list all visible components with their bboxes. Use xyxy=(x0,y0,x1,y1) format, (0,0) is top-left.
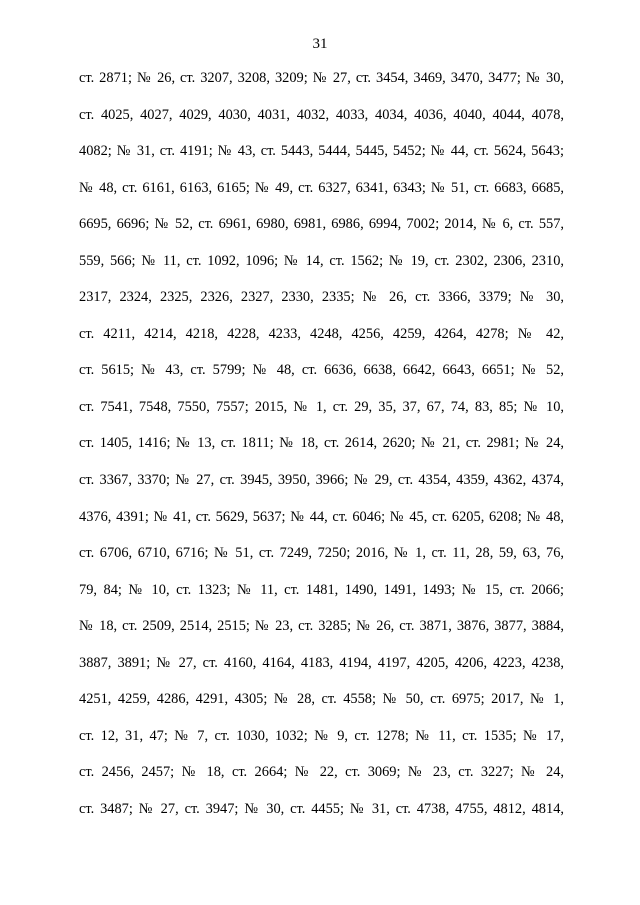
text-line: ст. 1405, 1416; № 13, ст. 1811; № 18, ст. 2614, 2620; № 21, ст. 2981; № 24, xyxy=(79,435,564,452)
text-line: 4251, 4259, 4286, 4291, 4305; № 28, ст. 4558; № 50, ст. 6975; 2017, № 1, xyxy=(79,691,564,708)
text-line: 79, 84; № 10, ст. 1323; № 11, ст. 1481, 1490, 1491, 1493; № 15, ст. 2066; xyxy=(79,581,564,598)
text-line: 559, 566; № 11, ст. 1092, 1096; № 14, ст. 1562; № 19, ст. 2302, 2306, 2310, xyxy=(79,252,564,269)
text-line: 3887, 3891; № 27, ст. 4160, 4164, 4183, 4194, 4197, 4205, 4206, 4223, 4238, xyxy=(79,654,564,671)
text-line: ст. 2871; № 26, ст. 3207, 3208, 3209; № 27, ст. 3454, 3469, 3470, 3477; № 30, xyxy=(79,70,564,86)
text-line: ст. 7541, 7548, 7550, 7557; 2015, № 1, ст. 29, 35, 37, 67, 74, 83, 85; № 10, xyxy=(79,398,564,415)
text-line: 4082; № 31, ст. 4191; № 43, ст. 5443, 5444, 5445, 5452; № 44, ст. 5624, 5643; xyxy=(79,143,564,160)
text-line: ст. 6706, 6710, 6716; № 51, ст. 7249, 7250; 2016, № 1, ст. 11, 28, 59, 63, 76, xyxy=(79,545,564,562)
text-line: ст. 3367, 3370; № 27, ст. 3945, 3950, 3966; № 29, ст. 4354, 4359, 4362, 4374, xyxy=(79,472,564,489)
text-line: 6695, 6696; № 52, ст. 6961, 6980, 6981, 6986, 6994, 7002; 2014, № 6, ст. 557, xyxy=(79,216,564,233)
text-line: ст. 5615; № 43, ст. 5799; № 48, ст. 6636, 6638, 6642, 6643, 6651; № 52, xyxy=(79,362,564,379)
text-line: ст. 3487; № 27, ст. 3947; № 30, ст. 4455; № 31, ст. 4738, 4755, 4812, 4814, xyxy=(79,800,564,817)
text-line: № 48, ст. 6161, 6163, 6165; № 49, ст. 6327, 6341, 6343; № 51, ст. 6683, 6685, xyxy=(79,179,564,196)
text-line: 2317, 2324, 2325, 2326, 2327, 2330, 2335; № 26, ст. 3366, 3379; № 30, xyxy=(79,289,564,306)
body-text xyxy=(79,70,564,837)
page-number: 31 xyxy=(312,36,328,52)
text-line: ст. 4211, 4214, 4218, 4228, 4233, 4248, 4256, 4259, 4264, 4278; № 42, xyxy=(79,325,564,342)
text-line: ст. 4025, 4027, 4029, 4030, 4031, 4032, 4033, 4034, 4036, 4040, 4044, 4078, xyxy=(79,106,564,123)
text-line: 4376, 4391; № 41, ст. 5629, 5637; № 44, ст. 6046; № 45, ст. 6205, 6208; № 48, xyxy=(79,508,564,525)
text-line: ст. 12, 31, 47; № 7, ст. 1030, 1032; № 9, ст. 1278; № 11, ст. 1535; № 17, xyxy=(79,727,564,744)
text-line: № 18, ст. 2509, 2514, 2515; № 23, ст. 3285; № 26, ст. 3871, 3876, 3877, 3884, xyxy=(79,618,564,635)
text-line: ст. 2456, 2457; № 18, ст. 2664; № 22, ст. 3069; № 23, ст. 3227; № 24, xyxy=(79,764,564,781)
